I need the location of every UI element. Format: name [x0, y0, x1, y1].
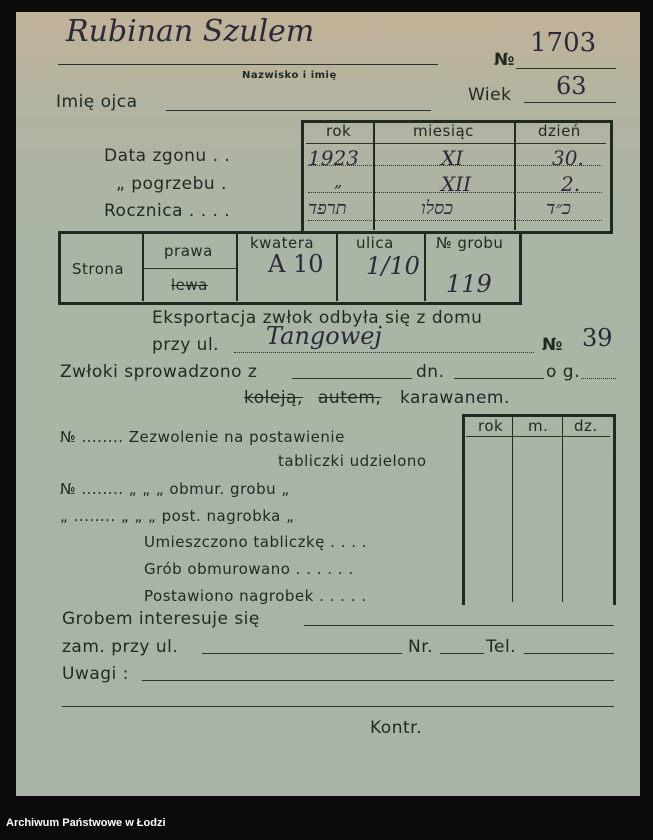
- export-label: Eksportacja zwłok odbyła się z domu: [152, 308, 483, 328]
- death-day: 30.: [552, 146, 584, 170]
- name-label: Nazwisko i imię: [242, 70, 337, 81]
- street-value: 1/10: [366, 252, 420, 280]
- day-label: dn.: [416, 362, 445, 382]
- wall-permit-label: № ........ „ „ „ obmur. grobu „: [60, 480, 290, 498]
- col-year: rok: [478, 417, 504, 435]
- col-month: m.: [528, 417, 549, 435]
- burial-year: „: [334, 172, 343, 191]
- export-street-value: Tangowej: [266, 322, 382, 350]
- nr-label: Nr.: [408, 637, 434, 657]
- brought-from-label: Zwłoki sprowadzono z: [60, 362, 258, 382]
- address-label: zam. przy ul.: [62, 637, 179, 657]
- anniversary-day: כ״ד: [546, 198, 571, 219]
- grave-walled-label: Grób obmurowano . . . . . .: [144, 560, 354, 578]
- number-label: №: [494, 50, 515, 70]
- export-number-label: №: [542, 335, 563, 355]
- tombstone-erected-label: Postawiono nagrobek . . . . .: [144, 587, 367, 605]
- control-label: Kontr.: [370, 718, 422, 738]
- transport-hearse: karawanem.: [400, 388, 510, 408]
- side-right: prawa: [164, 242, 213, 260]
- grave-number-label: № grobu: [436, 234, 504, 252]
- burial-month: XII: [441, 172, 472, 196]
- surname-name-value: Rubinan Szulem: [66, 14, 315, 49]
- anniversary-label: Rocznica . . . .: [104, 201, 231, 221]
- col-day: dzień: [538, 122, 581, 140]
- anniversary-year: תרפד: [308, 198, 347, 219]
- number-value: 1703: [530, 28, 597, 58]
- age-label: Wiek: [468, 85, 512, 105]
- tel-label: Tel.: [486, 637, 517, 657]
- export-number-value: 39: [582, 324, 613, 352]
- tombstone-permit-label: „ ........ „ „ „ post. nagrobka „: [60, 507, 295, 525]
- interested-party-label: Grobem interesuje się: [62, 609, 260, 629]
- col-year: rok: [326, 122, 352, 140]
- remarks-label: Uwagi :: [62, 664, 129, 684]
- export-street-label: przy ul.: [152, 335, 220, 355]
- transport-rail-struck: koleją,: [244, 388, 303, 408]
- plaque-permit-label-2: tabliczki udzielono: [278, 452, 427, 470]
- father-name-label: Imię ojca: [56, 92, 138, 112]
- permits-table: [462, 414, 616, 605]
- plaque-permit-label: № ........ Zezwolenie na postawienie: [60, 428, 345, 446]
- death-date-label: Data zgonu . .: [104, 146, 231, 166]
- quarter-value: A 10: [268, 250, 324, 278]
- col-day: dz.: [574, 417, 598, 435]
- burial-date-label: „ pogrzebu .: [116, 174, 227, 194]
- street-label: ulica: [356, 234, 394, 252]
- transport-car-struck: autem,: [318, 388, 382, 408]
- plaque-placed-label: Umieszczono tabliczkę . . . .: [144, 533, 368, 551]
- anniversary-month: כסלו: [421, 198, 454, 219]
- death-month: XI: [441, 146, 464, 170]
- burial-day: 2.: [561, 172, 581, 196]
- age-value: 63: [556, 72, 587, 100]
- side-left-struck: lewa: [171, 276, 208, 294]
- quarter-label: kwatera: [250, 234, 315, 252]
- hour-label: o g.: [546, 362, 580, 382]
- archive-caption: Archiwum Państwowe w Łodzi: [6, 817, 166, 829]
- side-label: Strona: [72, 260, 125, 278]
- grave-number-value: 119: [446, 270, 492, 298]
- col-month: miesiąc: [413, 122, 474, 140]
- death-year: 1923: [308, 146, 359, 170]
- burial-record-card: [16, 12, 640, 796]
